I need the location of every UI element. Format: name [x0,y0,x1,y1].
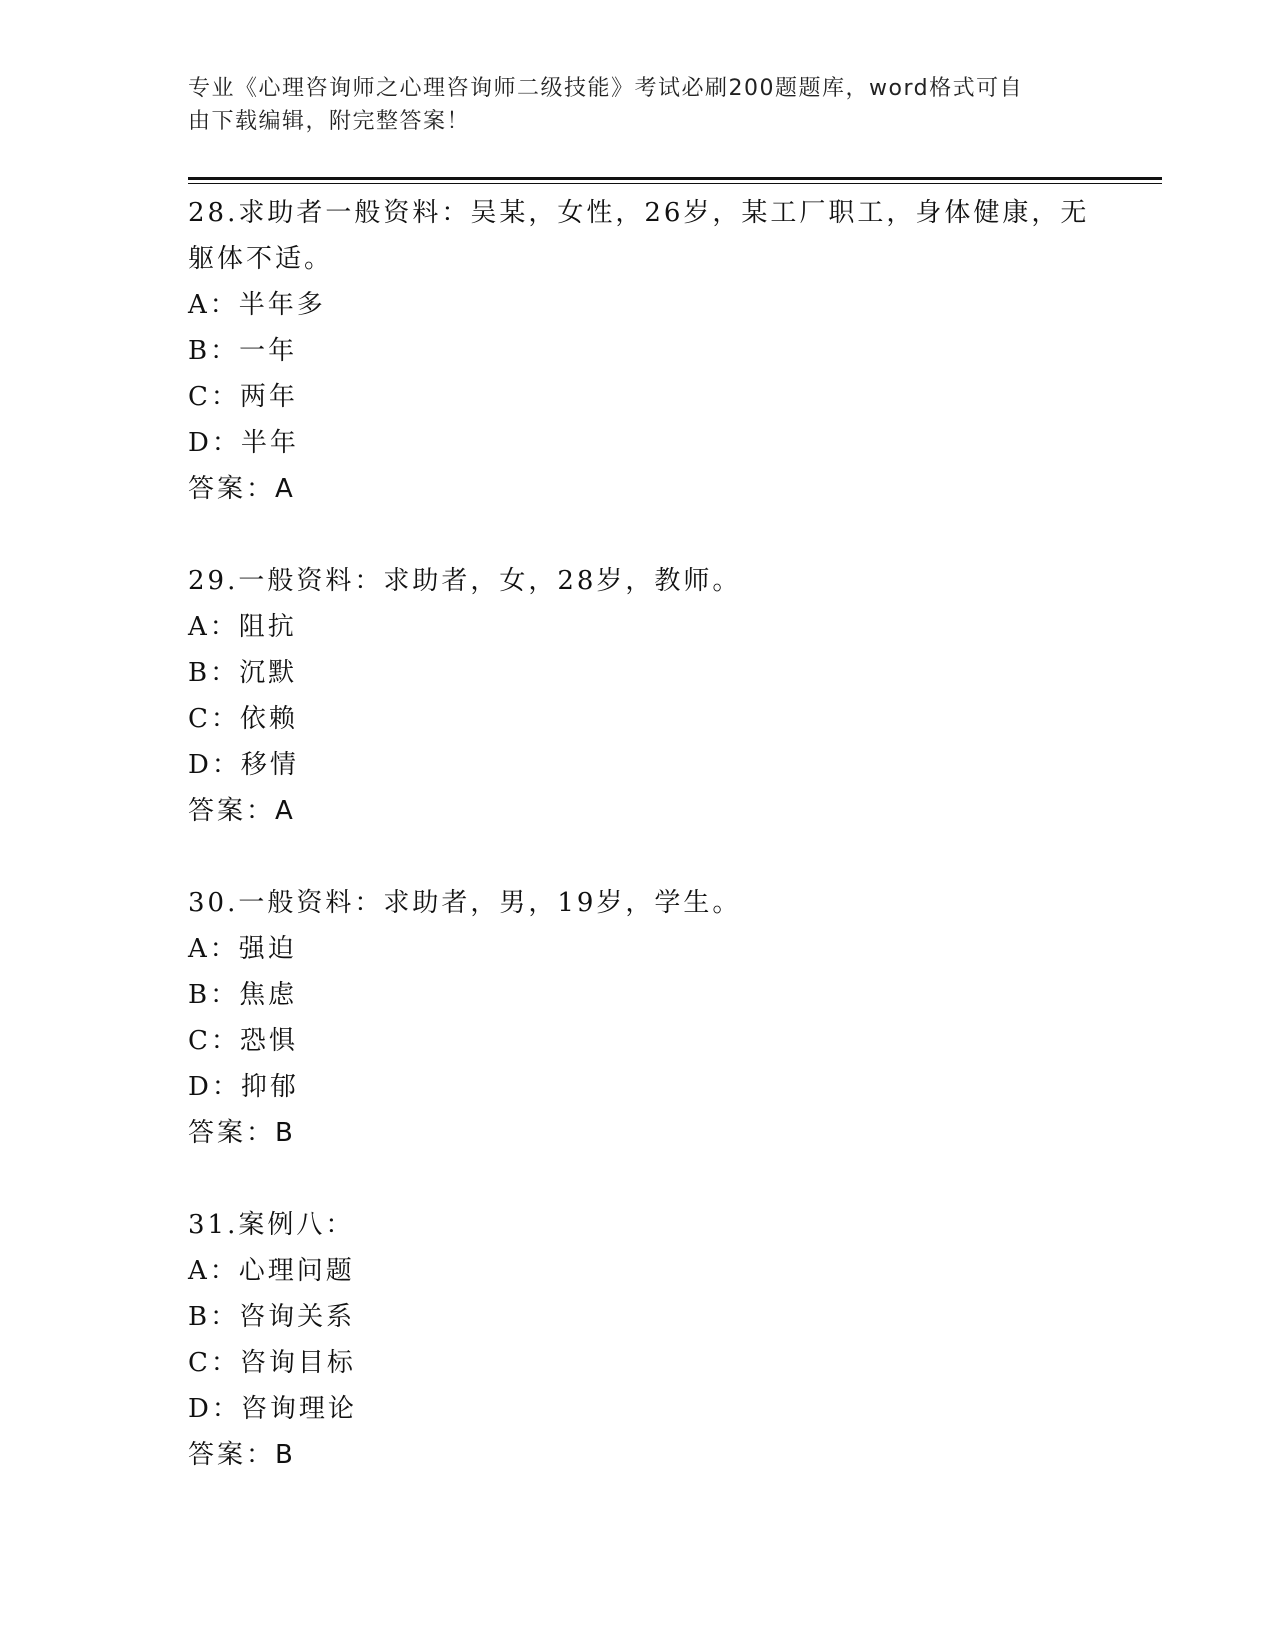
option-d: D：抑郁 [188,1072,299,1102]
header-line-2: 由下载编辑，附完整答案！ [188,109,471,134]
question-text: 30.一般资料：求助者，男，19岁，学生。 [188,888,742,918]
question-text: 31.案例八： [188,1210,355,1240]
question-31 [188,1202,1088,1478]
option-c: C：两年 [188,382,298,412]
option-d: D：半年 [188,428,299,458]
option-a: A：心理问题 [188,1256,355,1286]
option-b: B：焦虑 [188,980,298,1010]
header-line-1: 专业《心理咨询师之心理咨询师二级技能》考试必刷200题题库，word格式可自 [188,76,1024,101]
option-c: C：依赖 [188,704,298,734]
option-c: C：恐惧 [188,1026,298,1056]
document-header [188,72,1088,138]
question-28 [188,190,1088,512]
option-d: D：移情 [188,750,299,780]
answer: 答案：A [188,796,296,826]
header-divider-thin [188,183,1162,184]
option-d: D：咨询理论 [188,1394,357,1424]
question-29 [188,558,1088,834]
answer: 答案：A [188,474,296,504]
question-list [188,190,1088,1524]
option-c: C：咨询目标 [188,1348,356,1378]
answer: 答案：B [188,1118,296,1148]
question-text: 28.求助者一般资料：吴某，女性，26岁，某工厂职工，身体健康，无 [188,198,1090,228]
option-a: A：强迫 [188,934,297,964]
option-b: B：咨询关系 [188,1302,356,1332]
answer: 答案：B [188,1440,296,1470]
option-b: B：沉默 [188,658,298,688]
question-text: 29.一般资料：求助者，女，28岁，教师。 [188,566,742,596]
question-text-continued: 躯体不适。 [188,244,334,274]
option-a: A：阻抗 [188,612,297,642]
header-divider-thick [188,177,1162,180]
question-30 [188,880,1088,1156]
option-b: B：一年 [188,336,298,366]
option-a: A：半年多 [188,290,326,320]
